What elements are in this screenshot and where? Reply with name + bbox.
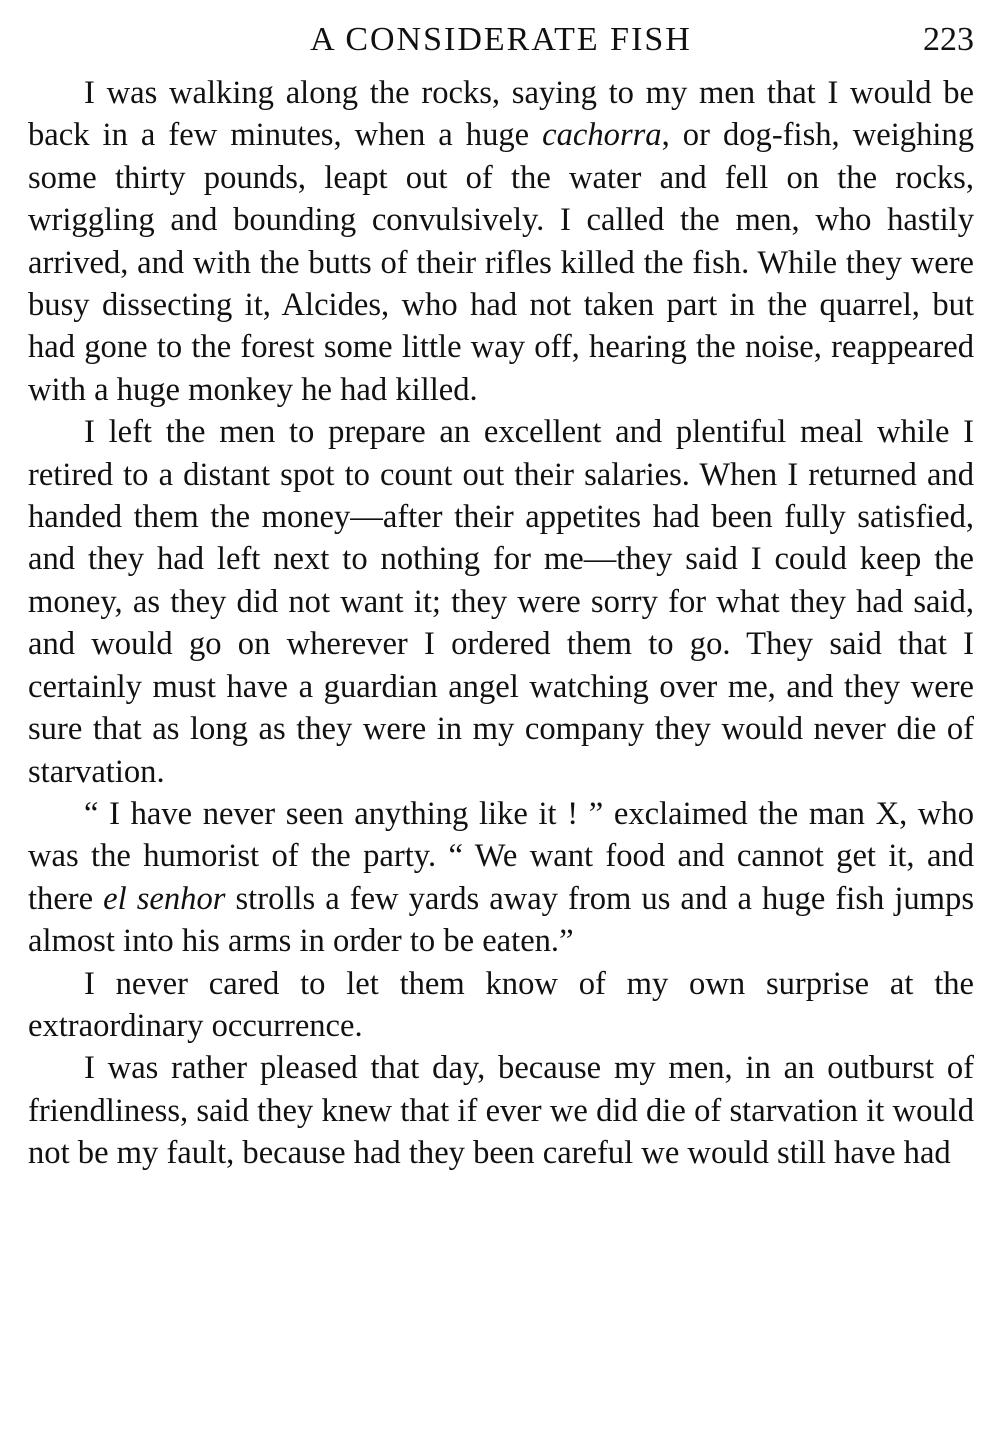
page-number: 223 (923, 21, 974, 58)
body-text (28, 72, 974, 1175)
paragraph-2 (28, 411, 974, 793)
paragraph-text: , or dog-fish, weighing some thirty pounds, leapt out of the water and fell on the rocks, wriggling and bounding convulsively. I called the men, who hastily arrived, and with the butts of their rifles killed the fish. While they were busy dissecting it, Alcides, who had not taken part in the quarrel, but had gone to the forest some little way off, hearing the noise, reappeared with a huge monkey he had killed. (28, 117, 974, 408)
paragraph-3 (28, 793, 974, 963)
italic-term: cachorra (542, 117, 662, 154)
paragraph-text: I never cared to let them know of my own surprise at the extraordinary occurrence. (28, 965, 974, 1044)
chapter-running-title: A CONSIDERATE FISH (310, 21, 692, 58)
paragraph-5 (28, 1047, 974, 1174)
paragraph-text: I was rather pleased that day, because my men, in an outburst of friendliness, said they knew that if ever we did die of starvation it would not be my fault, because had they been careful we would still have had (28, 1050, 974, 1172)
italic-term: el senhor (103, 880, 226, 917)
paragraph-text: I was walking along the rocks, saying to my men that I would be back in a few minutes, when a huge (28, 75, 974, 154)
paragraph-1 (28, 72, 974, 411)
running-head (28, 14, 974, 72)
paragraph-text: “ I have never seen anything like it ! ” exclaimed the man X, who was the humorist of the party. “ We want food and cannot get it, and there (28, 795, 974, 917)
paragraph-text: I left the men to prepare an excellent and plentiful meal while I retired to a distant spot to count out their salaries. When I returned and handed them the money—after their appetites had been fully satisfied, and they had left next to nothing for me—they said I could keep the money, as they did not want it; they were sorry for what they had said, and would go on wherever I ordered them to go. They said that I certainly must have a guardian angel watching over me, and they were sure that as long as they were in my company they would never die of starvation. (28, 414, 974, 790)
book-page (28, 14, 974, 1444)
paragraph-4 (28, 963, 974, 1048)
paragraph-text: strolls a few yards away from us and a huge fish jumps almost into his arms in order to be eaten.” (28, 880, 974, 960)
